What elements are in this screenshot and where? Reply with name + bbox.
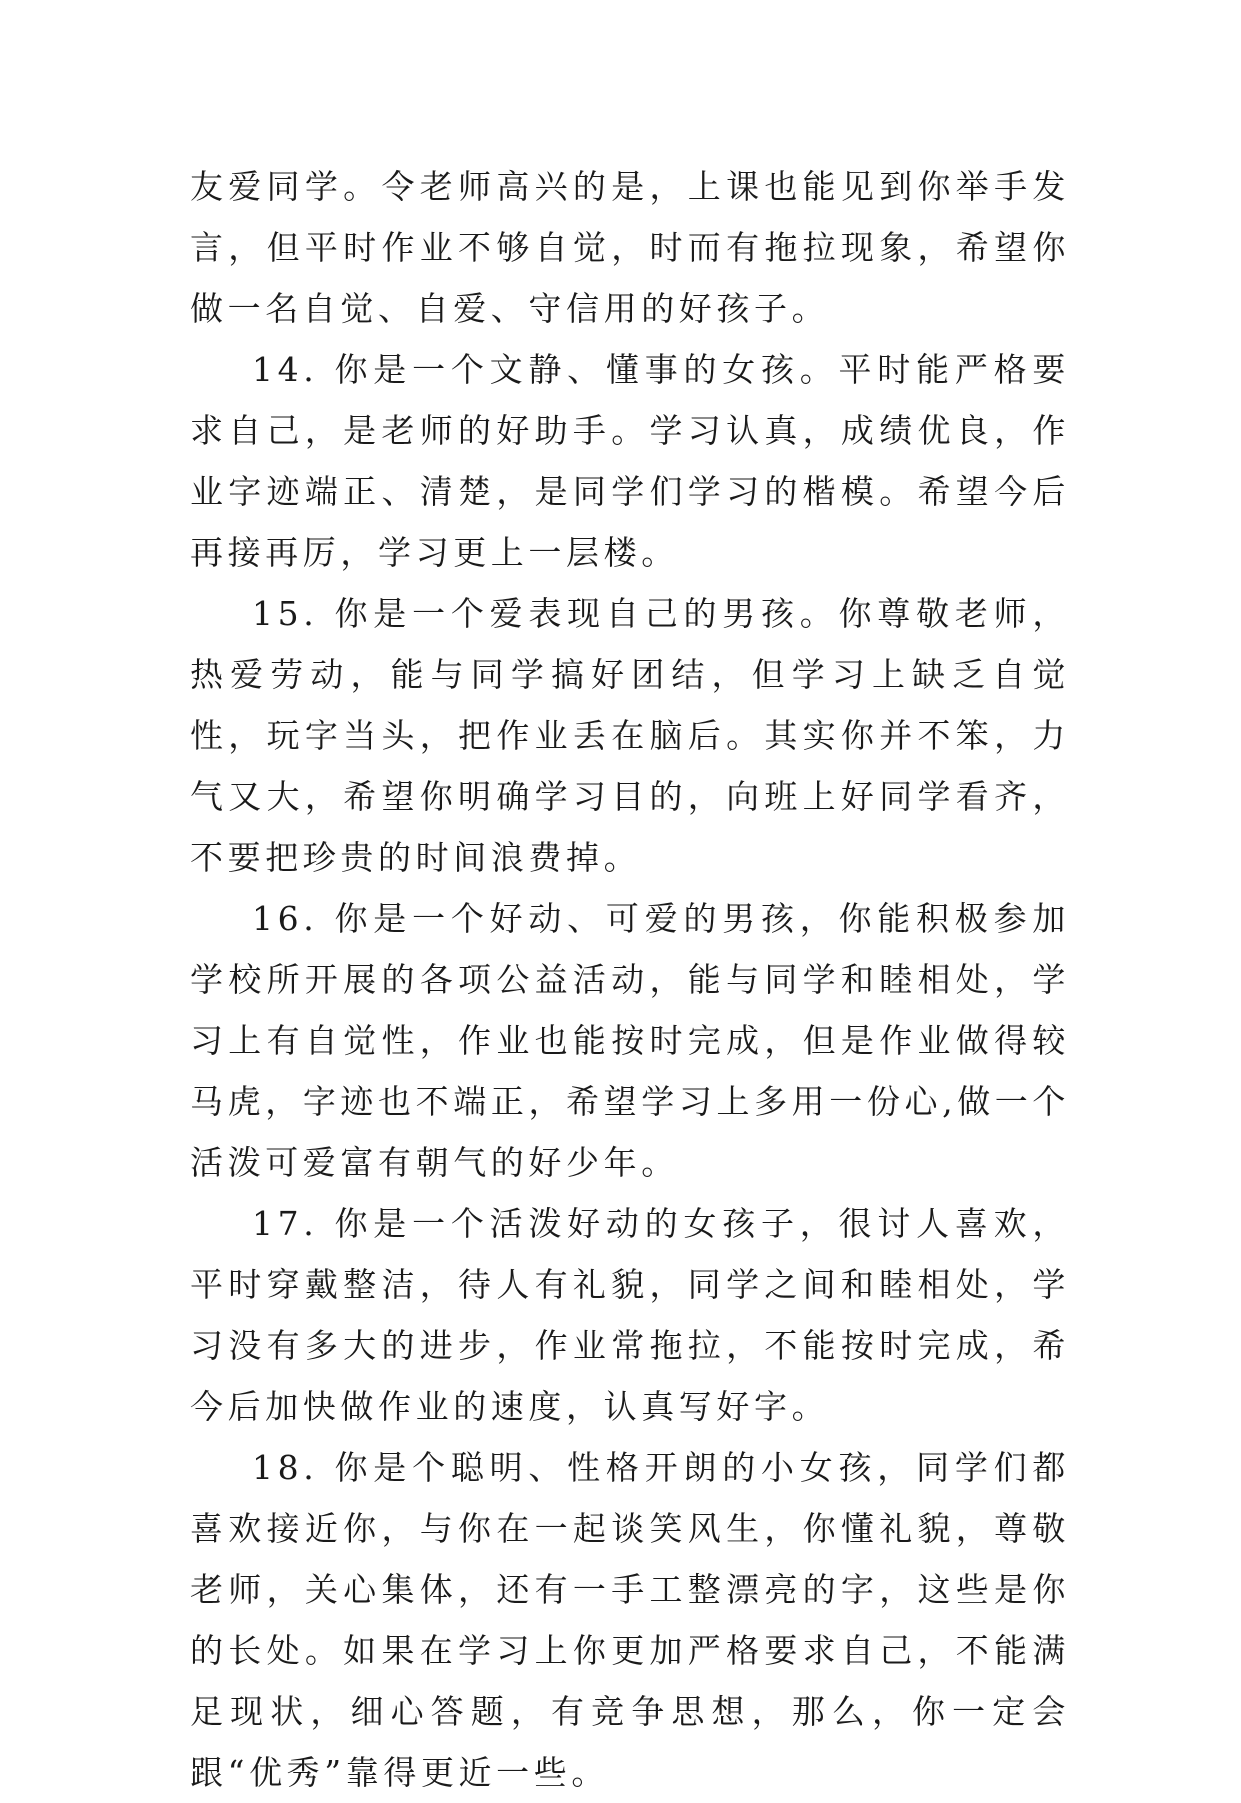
paragraph-continuation: 友爱同学。令老师高兴的是，上课也能见到你举手发言，但平时作业不够自觉，时而有拖拉现象，希望你做一名自觉、自爱、守信用的好孩子。 bbox=[190, 167, 1070, 328]
paragraph-comment-14: 14. 你是一个文静、懂事的女孩。平时能严格要求自己，是老师的好助手。学习认真，成绩优良，作业字迹端正、清楚，是同学们学习的楷模。希望今后再接再厉，学习更上一层楼。 bbox=[190, 350, 1070, 572]
paragraph-comment-17: 17. 你是一个活泼好动的女孩子，很讨人喜欢，平时穿戴整洁，待人有礼貌，同学之间和睦相处，学习没有多大的进步，作业常拖拉，不能按时完成，希今后加快做作业的速度，认真写好字。 bbox=[190, 1204, 1070, 1426]
paragraph-comment-16: 16. 你是一个好动、可爱的男孩，你能积极参加学校所开展的各项公益活动，能与同学和睦相处，学习上有自觉性，作业也能按时完成，但是作业做得较马虎，字迹也不端正，希望学习上多用一份心,做一个活泼可爱富有朝气的好少年。 bbox=[190, 899, 1070, 1182]
paragraph-comment-18: 18. 你是个聪明、性格开朗的小女孩，同学们都喜欢接近你，与你在一起谈笑风生，你懂礼貌，尊敬老师，关心集体，还有一手工整漂亮的字，这些是你的长处。如果在学习上你更加严格要求自己，不能满足现状，细心答题，有竞争思想，那么，你一定会跟“优秀”靠得更近一些。 bbox=[190, 1448, 1070, 1792]
document-body bbox=[190, 156, 1070, 1803]
paragraph-comment-15: 15. 你是一个爱表现自己的男孩。你尊敬老师，热爱劳动，能与同学搞好团结，但学习上缺乏自觉性，玩字当头，把作业丢在脑后。其实你并不笨，力气又大，希望你明确学习目的，向班上好同学看齐，不要把珍贵的时间浪费掉。 bbox=[190, 594, 1070, 877]
